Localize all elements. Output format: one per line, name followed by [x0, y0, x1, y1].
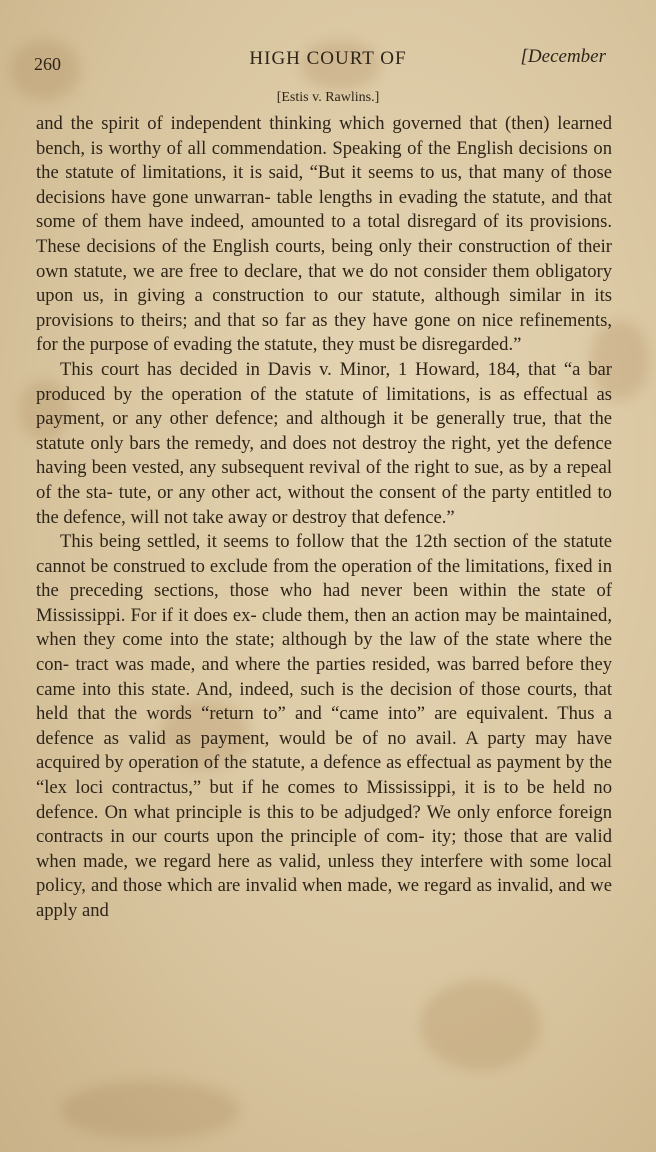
running-head: HIGH COURT OF [249, 48, 407, 69]
page-header [0, 44, 656, 76]
body-text [36, 112, 612, 924]
paragraph-3: This being settled, it seems to follow that the 12th section of the statute cannot be construed to exclude from the operation of the limitations, fixed in the preceding sections, those who had never been within the state of Mississippi. For if it does ex- clude them, then an action may be maintained, when they come into the state; although by the law of the state where the con- tract was made, and where the parties resided, was barred before they came into this state. And, indeed, such is the decision of those courts, that held that the words “return to” and “came into” are equivalent. Thus a defence as valid as payment, would be of no avail. A party may have acquired by operation of the statute, a defence as effectual as payment by the “lex loci contractus,” but if he comes to Mississippi, it is to be held no defence. On what principle is this to be adjudged? We only enforce foreign contracts in our courts upon the principle of com- ity; those that are valid when made, we regard here as valid, unless they interfere with some local policy, and those which are invalid when made, we regard as invalid, and we apply and [36, 531, 613, 921]
paragraph-1: and the spirit of independent thinking which governed that (then) learned bench, is worthy of all commendation. Speaking of the English decisions on the statute of limitations, it is said, “But it seems to us, that many of those decisions have gone unwarran- table lengths in evading the statute, and that some of them have indeed, amounted to a total disregard of its provisions. These decisions of the English courts, being only their construction of their own statute, we are free to declare, that we do not consider them obligatory upon us, in giving a construction to our statute, although similar in its provisions to theirs; and that so far as they have gone on nice refinements, for the purpose of evading the statute, they must be disregarded.” [36, 113, 613, 356]
case-caption: [Estis v. Rawlins.] [276, 90, 380, 105]
page-number: 260 [34, 54, 61, 74]
running-head-month: [December [520, 46, 606, 67]
paragraph-2: This court has decided in Davis v. Minor, 1 Howard, 184, that “a bar produced by the operation of the statute of limitations, is as effectual as payment, or any other defence; and although it be generally true, that the statute only bars the remedy, and does not destroy the right, yet the defence having been vested, any subsequent revival of the right to sue, as by a repeal of the sta- tute, or any other act, without the consent of the party entitled to the defence, will not take away or destroy that defence.” [36, 358, 613, 528]
